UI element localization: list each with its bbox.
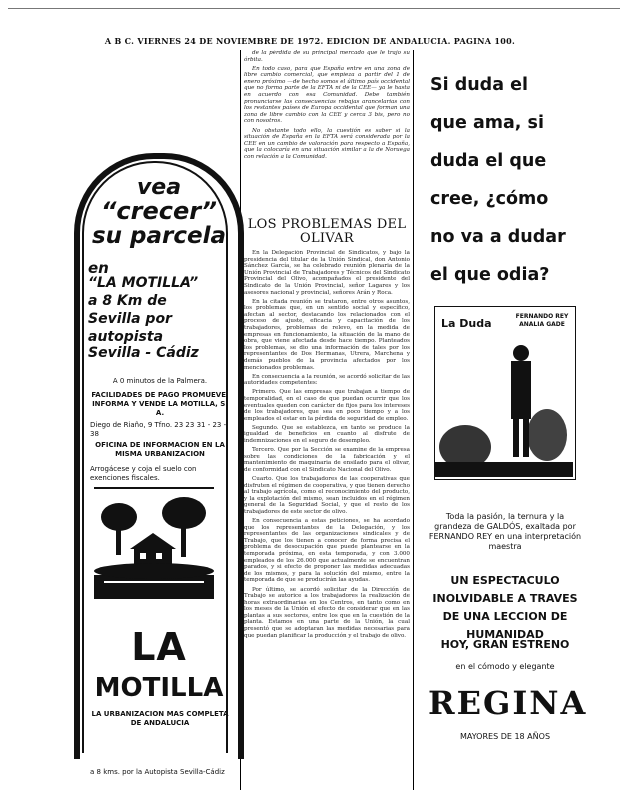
ad-tagline: LA URBANIZACION MAS COMPLETA DE ANDALUCIA: [91, 710, 229, 727]
intro-paragraph: En todo caso, para que España entre en una zona de libre cambio comercial, que empieza a partir del 1 de enero próximo —de hecho somos el último país occidental que no forma parte de la EFTA ni de la CEE— ya le hasta en acuerdo con esa Comunidad. Debe también pronunciarse las consecuencias rebajas arancelarias con los restantes países de Europa occidental que forman una zona de libre cambio con la CEE y cerca 3 bis, pero no con nosotros.: [244, 65, 410, 125]
headline-crecer: “crecer”: [100, 197, 218, 225]
article-paragraph: En la citada reunión se trataron, entre otros asuntos, los problemas que, en un sentido social y específico, afectan al sector, destacando los relacionados con el proceso de ajuste, eficacia y capacitación de los trabajadores, problemas de relevo, en la medida de empresas en funcionamiento, la situación de la mano de obra, que viene afectada desde hace tiempo. Planteados los problemas, se dio una información de tales por los representantes de Dos Hermanas, Utrera, Marchena y demás pueblos de la provincia afectados por los mencionados problemas.: [244, 298, 410, 371]
ad-espectaculo-text: UN ESPECTACULO INOLVIDABLE A TRAVES DE UNA LECCION DE HUMANIDAD: [432, 574, 578, 641]
headline-route: Sevilla - Cádiz: [88, 345, 199, 361]
cinema-name: REGINA: [428, 684, 588, 722]
landscape-illustration: [94, 487, 214, 599]
headline-en: en: [88, 259, 109, 277]
headline-autopista: autopista: [88, 329, 164, 345]
ad-address-text: Diego de Riaño, 9 Tfno. 23 23 31 - 23 - 38: [90, 421, 227, 438]
logo-motilla: MOTILLA: [94, 673, 224, 703]
ad-question-line: no va a dudar: [430, 227, 566, 247]
headline-8km: a 8 Km de: [88, 293, 167, 309]
ad-estreno-text: HOY, GRAN ESTRENO: [440, 638, 570, 651]
article-body: [244, 250, 410, 790]
ad-payment-text: FACILIDADES DE PAGO PROMUEVE, INFORMA Y VENDE LA MOTILLA, S. A.: [91, 391, 229, 417]
article-paragraph: En consecuencia a la reunión, se acordó solicitar de las autoridades competentes:: [244, 373, 410, 387]
ad-question-line: el que odia?: [430, 265, 550, 285]
poster-figure-illustration: [435, 307, 573, 477]
ad-distance-text: a 8 kms. por la Autopista Sevilla-Cádiz: [90, 768, 225, 776]
ad-question-line: cree, ¿cómo: [430, 189, 549, 209]
logo-la: LA: [131, 625, 187, 669]
la-motilla-advertisement: [70, 145, 240, 790]
intro-paragraph: de la pérdida de su principal mercado que le trajo su órbita.: [244, 50, 410, 63]
headline-sevilla: Sevilla por: [88, 311, 172, 327]
top-cut-line: [8, 0, 620, 9]
headline-motilla: “LA MOTILLA”: [88, 275, 199, 291]
ad-comodo-text: en el cómodo y elegante: [455, 662, 555, 671]
movie-poster: [434, 306, 576, 480]
ad-pasion-text: Toda la pasión, la ternura y la grandeza de GALDÓS, exaltada por FERNANDO REY en una interpretación maestra: [428, 512, 582, 551]
article-intro: [244, 50, 410, 220]
headline-vea: vea: [136, 175, 182, 200]
page-header: A B C. VIERNES 24 DE NOVIEMBRE DE 1972. EDICION DE ANDALUCIA. PAGINA 100.: [104, 36, 516, 46]
article-title: LOS PROBLEMAS DEL OLIVAR: [247, 217, 407, 246]
article-paragraph: Segundo. Que se establezca, en tanto se produce la igualdad de beneficios en cuanto al disfrute de indemnizaciones en el seguro de desempleo.: [244, 424, 410, 445]
ad-age-text: MAYORES DE 18 AÑOS: [459, 732, 551, 741]
poster-names: FERNANDO REY ANALIA GADE: [515, 313, 569, 328]
article-paragraph: Primero. Que las empresas que trabajan a tiempo de temporalidad, en el caso de que puedan ocurrir que los eventuales queden con carácter de fijos para los intereses de los trabajadores, que sea en poco tiempo y a los empleados el estar en la pérdida de seguridad de empleo.: [244, 389, 410, 422]
article-paragraph: Cuarto. Que los trabajadores de las cooperativas que disfruten el régimen de cooperativa, y que tienen derecho al trabajo agrícola, como el reconocimiento del producto, y la explotación del mismo, sean incluidos en el régimen general de la Seguridad Social, y que el resto de los trabajadores de este sector de olivo.: [244, 476, 410, 515]
article-paragraph: Por último, se acordó solicitar de la Dirección de Trabajo se autorice a los trabajadores la realización de horas extraordinarias en los Centros, en tanto como en los meses de la Unión el efecto de considerar que en las plantas a sus sectores, entre los que en la cuestión de la planta. Estamos en una parte de la Unión, la cual presentó que se adoptaran las medidas necesarias para que puedan planificar la producción y el trabajo de olivo.: [244, 586, 410, 639]
article-paragraph: Tercero. Que por la Sección se examine de la empresa sobre las condiciones de la fabricación y el mantenimiento de maquinaria de ensilado para el olivar, de conformidad con el Sindicato Nacional del Olivo.: [244, 447, 410, 473]
article-paragraph: En consecuencia a estas peticiones, se ha acordado que los representantes de la Delegación, y los representantes de las organizaciones sindicales y de Trabajo, que los tienen a conocer de forma precisa el problema de desocupación que puede plantearse en la temporada próxima, en esta temporada, y con 3.000 empleados de los 26.000 que actualmente se encuentran parados, y si efecto de proponer las medidas adecuadas de los mismos, y para la solución del mismo, entre la temporada de que se producirán las ayudas.: [244, 518, 410, 584]
column-rule-right: [413, 50, 414, 790]
headline-parcela: su parcela: [91, 223, 227, 249]
intro-paragraph: No obstante todo ello, la cuestión es saber si la situación de España en la EFTA será considerada por la CEE en un cambio de valoración para respecto a España, que la colocaría en una situación similar a la de Noruega con relación a la Comunidad.: [244, 127, 410, 160]
ad-question-line: que ama, si: [430, 113, 544, 133]
ad-fiscal-text: Arrogácese y coja el suelo con exenciones fiscales.: [90, 465, 197, 482]
poster-title: La Duda: [441, 317, 492, 330]
la-duda-advertisement: [420, 52, 590, 792]
ad-minutes-text: A 0 minutos de la Palmera.: [112, 377, 208, 385]
ad-office-text: OFICINA DE INFORMACION EN LA MISMA URBANIZACION: [95, 441, 225, 458]
article-paragraph: En la Delegación Provincial de Sindicatos, y bajo la presidencia del titular de la Unión Sindical, don Antonio Sánchez García, se ha celebrado reunión plenaria de la Unión Provincial de Trabajadores y Técnicos del Sindicato Provincial del Olivo, acompañados el presidente del Sindicato de la Unión Provincial, señor Lagares y los asesores nacional y provincial, señores Arán y Roca.: [244, 250, 410, 296]
ad-question-line: duda el que: [430, 151, 547, 171]
ad-question-line: Si duda el: [430, 75, 528, 95]
